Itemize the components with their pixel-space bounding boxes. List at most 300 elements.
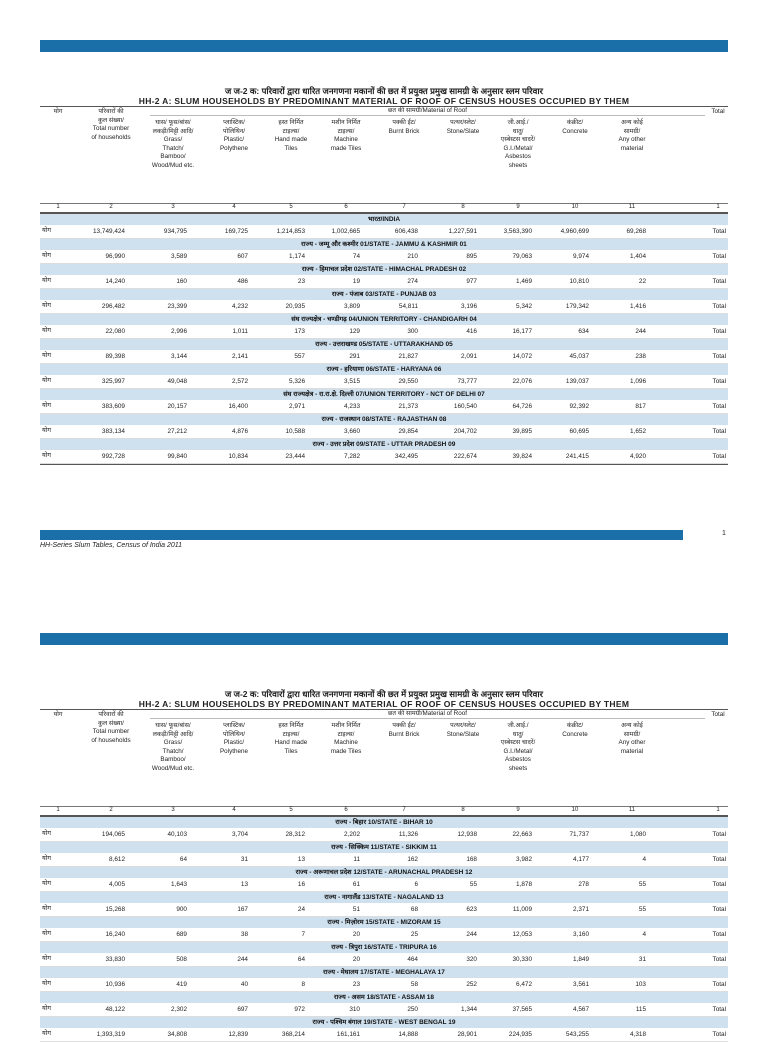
- row-total-label: Total: [712, 956, 726, 963]
- cell-value: 12,053: [512, 931, 532, 938]
- cell-value: 139,037: [565, 378, 589, 385]
- cell-value: 291: [349, 353, 360, 360]
- cell-value: 4,232: [232, 303, 248, 310]
- header-line: made Tiles: [330, 144, 362, 152]
- cell-value: 7: [301, 931, 305, 938]
- row-label: योग: [42, 955, 51, 962]
- header-line: घास/ फूस/बांस/: [155, 722, 191, 729]
- header-line: पत्थर/स्लेट/: [450, 722, 476, 729]
- cell-value: 3,589: [171, 253, 187, 260]
- column-number: 7: [402, 204, 406, 210]
- cell-value: 895: [466, 253, 477, 260]
- cell-value: 79,063: [512, 253, 532, 260]
- header-line: of households: [91, 736, 131, 744]
- cell-value: 10,936: [105, 981, 125, 988]
- cell-value: 16,240: [105, 931, 125, 938]
- header-line: लकड़ी/मिट्टी आदि/: [152, 127, 194, 135]
- column-numbers-2: [40, 806, 728, 817]
- roof-material-heading: छत की सामग्री/Material of Roof: [150, 107, 705, 116]
- table-row: [40, 300, 728, 314]
- column-header-2: [40, 709, 728, 806]
- cell-value: 4,960,699: [560, 228, 589, 235]
- header-c2: [81, 108, 141, 142]
- cell-value: 16: [297, 881, 305, 888]
- column-number: 11: [628, 807, 636, 813]
- row-total-label: Total: [712, 831, 726, 838]
- cell-value: 2,996: [171, 328, 187, 335]
- column-number: 11: [628, 204, 636, 210]
- cell-value: 115: [635, 1006, 646, 1013]
- cell-value: 160,540: [453, 403, 477, 410]
- header-line: Stone/Slate: [446, 730, 480, 738]
- region-band: राज्य - हरियाणा 06/STATE - HARYANA 06: [40, 364, 728, 375]
- header-c3: [143, 119, 203, 170]
- cell-value: 167: [237, 906, 248, 913]
- cell-value: 4: [642, 856, 646, 863]
- cell-value: 179,342: [565, 303, 589, 310]
- table-title-2: [40, 689, 728, 709]
- cell-value: 3,809: [344, 303, 360, 310]
- cell-value: 31: [240, 856, 248, 863]
- cell-value: 20: [352, 956, 360, 963]
- cell-value: 33,830: [105, 956, 125, 963]
- header-line: Stone/Slate: [446, 127, 480, 135]
- cell-value: 416: [466, 328, 477, 335]
- header-line: G.I./Metal/: [503, 144, 533, 152]
- header-line: material: [620, 144, 644, 152]
- header-line: Machine: [334, 136, 358, 143]
- cell-value: 3,982: [516, 856, 532, 863]
- header-line: Concrete: [562, 730, 588, 738]
- header-line: परिवारों की: [98, 711, 124, 718]
- footer-caption: HH-Series Slum Tables, Census of India 2011: [40, 542, 183, 549]
- column-number: 10: [571, 204, 579, 210]
- cell-value: 1,393,319: [96, 1031, 125, 1038]
- column-number: 10: [571, 807, 579, 813]
- cell-value: 1,404: [630, 253, 646, 260]
- header-c12-2: [700, 711, 736, 720]
- cell-value: 28,901: [457, 1031, 477, 1038]
- header-line: Asbestos: [505, 153, 531, 160]
- column-number: 9: [516, 204, 520, 210]
- header-line: Plastic/: [223, 739, 245, 746]
- cell-value: 623: [466, 906, 477, 913]
- row-total-label: Total: [712, 1006, 726, 1013]
- cell-value: 29,550: [398, 378, 418, 385]
- cell-value: 168: [466, 856, 477, 863]
- cell-value: 1,849: [573, 956, 589, 963]
- header-line: Total number: [92, 728, 130, 735]
- column-number: 5: [289, 204, 293, 210]
- cell-value: 934,795: [163, 228, 187, 235]
- cell-value: 697: [237, 1006, 248, 1013]
- cell-value: 68: [410, 906, 418, 913]
- region-band: राज्य - अरूणाचल प्रदेश 12/STATE - ARUNACHAL PRADESH 12: [40, 867, 728, 878]
- footer-bar: [40, 530, 683, 540]
- cell-value: 160: [176, 278, 187, 285]
- header-line: टाइल्स/: [337, 730, 355, 738]
- row-total-label: Total: [712, 353, 726, 360]
- cell-value: 486: [237, 278, 248, 285]
- cell-value: 28,312: [285, 831, 305, 838]
- cell-value: 9,974: [573, 253, 589, 260]
- header-line: लकड़ी/मिट्टी आदि/: [152, 730, 194, 738]
- region-band: राज्य - राजस्थान 08/STATE - RAJASTHAN 08: [40, 414, 728, 425]
- cell-value: 1,878: [516, 881, 532, 888]
- column-number: 2: [109, 204, 113, 210]
- cell-value: 8,612: [109, 856, 125, 863]
- header-line: एस्बेस्टस चादरें/: [500, 136, 536, 143]
- header-c8-2: [435, 722, 491, 739]
- column-number: 3: [171, 807, 175, 813]
- row-total-label: Total: [712, 403, 726, 410]
- region-band: राज्य - बिहार 10/STATE - BIHAR 10: [40, 817, 728, 828]
- cell-value: 2,371: [573, 906, 589, 913]
- cell-value: 73,777: [457, 378, 477, 385]
- header-line: G.I./Metal/: [503, 747, 533, 755]
- region-band: राज्य - मेघालय 17/STATE - MEGHALAYA 17: [40, 967, 728, 978]
- table-row: [40, 350, 728, 364]
- cell-value: 4,177: [573, 856, 589, 863]
- column-number: 4: [232, 807, 236, 813]
- cell-value: 3,515: [344, 378, 360, 385]
- row-total-label: Total: [712, 378, 726, 385]
- cell-value: 31: [638, 956, 646, 963]
- cell-value: 224,935: [508, 1031, 532, 1038]
- header-line: Total: [711, 711, 725, 718]
- row-total-label: Total: [712, 856, 726, 863]
- header-line: Bamboo/: [160, 153, 186, 160]
- cell-value: 5,342: [516, 303, 532, 310]
- cell-value: 3,561: [573, 981, 589, 988]
- title-hindi-2: ज ज-2 क: परिवारों द्वारा धारित जनगणना मकानों की छत में प्रयुक्त प्रमुख सामग्री के अनुसार स्लम परिवार: [224, 689, 544, 699]
- table-row: [40, 853, 728, 867]
- header-line: योग: [53, 711, 63, 718]
- cell-value: 23: [352, 981, 360, 988]
- cell-value: 2,141: [232, 353, 248, 360]
- cell-value: 383,134: [101, 428, 125, 435]
- header-line: सामग्री/: [623, 730, 641, 738]
- cell-value: 13: [297, 856, 305, 863]
- cell-value: 1,080: [630, 831, 646, 838]
- row-total-label: Total: [712, 428, 726, 435]
- cell-value: 1,096: [630, 378, 646, 385]
- header-c7-2: [376, 722, 432, 739]
- column-number: 7: [402, 807, 406, 813]
- header-line: Grass/: [163, 136, 183, 143]
- header-line: धातु/: [512, 127, 524, 135]
- header-line: Polythene: [219, 747, 248, 755]
- cell-value: 129: [349, 328, 360, 335]
- header-line: जी.आई./: [507, 119, 529, 126]
- header-line: टाइल्स/: [282, 127, 300, 135]
- header-line: Hand made: [274, 739, 308, 746]
- header-line: मशीन निर्मित: [331, 119, 361, 126]
- cell-value: 11,326: [398, 831, 418, 838]
- cell-value: 14,240: [105, 278, 125, 285]
- header-line: धातु/: [512, 730, 524, 738]
- header-bar: [40, 40, 728, 52]
- cell-value: 325,997: [101, 378, 125, 385]
- cell-value: 37,565: [512, 1006, 532, 1013]
- cell-value: 89,398: [105, 353, 125, 360]
- region-band: राज्य - उत्तराखण्ड 05/STATE - UTTARAKHAND 05: [40, 339, 728, 350]
- row-label: योग: [42, 855, 51, 862]
- region-band: राज्य - सिक्किम 11/STATE - SIKKIM 11: [40, 842, 728, 853]
- cell-value: 23,444: [285, 453, 305, 460]
- column-number: 8: [461, 204, 465, 210]
- cell-value: 3,144: [171, 353, 187, 360]
- header-line: of households: [91, 133, 131, 141]
- row-label: योग: [42, 277, 51, 284]
- cell-value: 1,174: [289, 253, 305, 260]
- region-band: राज्य - त्रिपुरा 16/STATE - TRIPURA 16: [40, 942, 728, 953]
- cell-value: 241,415: [565, 453, 589, 460]
- header-line: Any other: [618, 739, 646, 746]
- row-label: योग: [42, 905, 51, 912]
- cell-value: 22: [638, 278, 646, 285]
- header-c9: [490, 119, 546, 170]
- cell-value: 16,400: [228, 403, 248, 410]
- column-numbers: [40, 203, 728, 214]
- header-c8: [435, 119, 491, 136]
- table-sheet-2: [40, 689, 728, 1042]
- cell-value: 6: [414, 881, 418, 888]
- header-c5-2: [265, 722, 317, 756]
- cell-value: 296,482: [101, 303, 125, 310]
- cell-value: 13,749,424: [93, 228, 125, 235]
- header-line: Polythene: [219, 144, 248, 152]
- cell-value: 2,302: [171, 1006, 187, 1013]
- cell-value: 3,563,390: [503, 228, 532, 235]
- header-line: पक्की ईंट/: [392, 722, 416, 729]
- table-row: [40, 903, 728, 917]
- cell-value: 74: [352, 253, 360, 260]
- cell-value: 3,660: [344, 428, 360, 435]
- cell-value: 900: [176, 906, 187, 913]
- cell-value: 1,002,665: [331, 228, 360, 235]
- table-body-2: [40, 817, 728, 1042]
- table-row: [40, 928, 728, 942]
- row-label: योग: [42, 252, 51, 259]
- header-line: Tiles: [284, 747, 298, 755]
- cell-value: 8: [301, 981, 305, 988]
- cell-value: 20,935: [285, 303, 305, 310]
- cell-value: 12,938: [457, 831, 477, 838]
- row-label: योग: [42, 930, 51, 937]
- header-c5: [265, 119, 317, 153]
- cell-value: 69,268: [626, 228, 646, 235]
- header-line: कुल संख्या/: [98, 116, 124, 124]
- table-sheet-1: [40, 86, 728, 465]
- cell-value: 55: [638, 881, 646, 888]
- header-line: Tiles: [284, 144, 298, 152]
- cell-value: 64: [297, 956, 305, 963]
- cell-value: 10,588: [285, 428, 305, 435]
- cell-value: 27,212: [167, 428, 187, 435]
- header-c2-2: [81, 711, 141, 745]
- header-line: कंक्रीट/: [566, 119, 584, 126]
- cell-value: 22,076: [512, 378, 532, 385]
- header-line: material: [620, 747, 644, 755]
- cell-value: 4,318: [630, 1031, 646, 1038]
- cell-value: 25: [410, 931, 418, 938]
- region-band: राज्य - असम 18/STATE - ASSAM 18: [40, 992, 728, 1003]
- region-band: राज्य - पश्चिम बंगाल 19/STATE - WEST BENGAL 19: [40, 1017, 728, 1028]
- cell-value: 12,839: [228, 1031, 248, 1038]
- cell-value: 169,725: [224, 228, 248, 235]
- header-line: अन्य कोई: [621, 722, 643, 729]
- cell-value: 3,196: [461, 303, 477, 310]
- cell-value: 21,373: [398, 403, 418, 410]
- column-number: 8: [461, 807, 465, 813]
- header-line: टाइल्स/: [337, 127, 355, 135]
- cell-value: 368,214: [281, 1031, 305, 1038]
- cell-value: 7,282: [344, 453, 360, 460]
- cell-value: 508: [176, 956, 187, 963]
- table-row: [40, 1003, 728, 1017]
- row-total-label: Total: [712, 303, 726, 310]
- header-line: Machine: [334, 739, 358, 746]
- cell-value: 22,663: [512, 831, 532, 838]
- cell-value: 2,572: [232, 378, 248, 385]
- cell-value: 23: [297, 278, 305, 285]
- cell-value: 607: [237, 253, 248, 260]
- header-c6-2: [319, 722, 373, 756]
- header-line: Hand made: [274, 136, 308, 143]
- page-number: 1: [722, 530, 726, 537]
- table-end-rule: [40, 464, 728, 465]
- cell-value: 300: [407, 328, 418, 335]
- table-row: [40, 275, 728, 289]
- header-line: एस्बेस्टस चादरें/: [500, 739, 536, 746]
- cell-value: 222,674: [453, 453, 477, 460]
- cell-value: 64: [179, 856, 187, 863]
- header-line: Burnt Brick: [388, 127, 420, 135]
- cell-value: 383,609: [101, 403, 125, 410]
- header-c9-2: [490, 722, 546, 773]
- cell-value: 34,808: [167, 1031, 187, 1038]
- cell-value: 310: [349, 1006, 360, 1013]
- row-label: योग: [42, 1030, 51, 1037]
- cell-value: 689: [176, 931, 187, 938]
- cell-value: 39,824: [512, 453, 532, 460]
- region-band: संघ राज्यक्षेत्र - रा.रा.क्षे. दिल्ली 07/UNION TERRITORY - NCT OF DELHI 07: [40, 389, 728, 400]
- region-band: राज्य - जम्मू और कश्मीर 01/STATE - JAMMU & KASHMIR 01: [40, 239, 728, 250]
- cell-value: 14,888: [398, 1031, 418, 1038]
- row-label: योग: [42, 327, 51, 334]
- column-number: 1: [716, 204, 720, 210]
- header-line: Grass/: [163, 739, 183, 746]
- header-line: घास/ फूस/बांस/: [155, 119, 191, 126]
- cell-value: 4: [642, 931, 646, 938]
- cell-value: 1,227,591: [448, 228, 477, 235]
- cell-value: 817: [635, 403, 646, 410]
- cell-value: 96,990: [105, 253, 125, 260]
- table-row: [40, 978, 728, 992]
- header-line: Total: [711, 108, 725, 115]
- roof-material-heading-2: छत की सामग्री/Material of Roof: [150, 710, 705, 719]
- cell-value: 1,643: [171, 881, 187, 888]
- table-row: [40, 250, 728, 264]
- title-english-2: HH-2 A: SLUM HOUSEHOLDS BY PREDOMINANT MATERIAL OF ROOF OF CENSUS HOUSES OCCUPIED BY THEM: [138, 699, 630, 709]
- cell-value: 14,072: [512, 353, 532, 360]
- row-total-label: Total: [712, 931, 726, 938]
- table-title: [40, 86, 728, 106]
- header-line: अन्य कोई: [621, 119, 643, 126]
- header-c11-2: [605, 722, 659, 756]
- cell-value: 20: [352, 931, 360, 938]
- cell-value: 55: [469, 881, 477, 888]
- header-line: टाइल्स/: [282, 730, 300, 738]
- cell-value: 1,652: [630, 428, 646, 435]
- cell-value: 2,971: [289, 403, 305, 410]
- header-line: Wood/Mud etc.: [151, 764, 195, 772]
- header-line: पोलिथिन/: [222, 127, 245, 135]
- cell-value: 19: [352, 278, 360, 285]
- column-number: 6: [344, 204, 348, 210]
- cell-value: 55: [638, 906, 646, 913]
- cell-value: 173: [294, 328, 305, 335]
- header-c3-2: [143, 722, 203, 773]
- table-row: [40, 425, 728, 439]
- row-total-label: Total: [712, 328, 726, 335]
- cell-value: 194,065: [101, 831, 125, 838]
- cell-value: 244: [237, 956, 248, 963]
- header-line: मशीन निर्मित: [331, 722, 361, 729]
- cell-value: 38: [240, 931, 248, 938]
- table-row: [40, 450, 728, 464]
- cell-value: 40: [240, 981, 248, 988]
- row-label: योग: [42, 377, 51, 384]
- row-total-label: Total: [712, 906, 726, 913]
- column-number: 1: [56, 204, 60, 210]
- header-c1-2: [40, 711, 76, 720]
- header-line: हस्त निर्मित: [278, 722, 304, 729]
- cell-value: 2,202: [344, 831, 360, 838]
- cell-value: 3,704: [232, 831, 248, 838]
- cell-value: 634: [578, 328, 589, 335]
- column-number: 1: [716, 807, 720, 813]
- cell-value: 10,834: [228, 453, 248, 460]
- header-line: Wood/Mud etc.: [151, 161, 195, 169]
- cell-value: 464: [407, 956, 418, 963]
- cell-value: 2,091: [461, 353, 477, 360]
- row-label: योग: [42, 980, 51, 987]
- region-band: भारत/INDIA: [40, 214, 728, 225]
- row-total-label: Total: [712, 453, 726, 460]
- cell-value: 543,255: [565, 1031, 589, 1038]
- cell-value: 48,122: [105, 1006, 125, 1013]
- header-line: Plastic/: [223, 136, 245, 143]
- header-line: Thatch/: [162, 144, 184, 152]
- cell-value: 45,037: [569, 353, 589, 360]
- table-row: [40, 1028, 728, 1042]
- row-label: योग: [42, 227, 51, 234]
- cell-value: 30,330: [512, 956, 532, 963]
- region-band: संघ राज्यक्षेत्र - चण्डीगढ़ 04/UNION TERRITORY - CHANDIGARH 04: [40, 314, 728, 325]
- header-line: Thatch/: [162, 747, 184, 755]
- row-total-label: Total: [712, 881, 726, 888]
- header-c1: [40, 108, 76, 117]
- header-line: पत्थर/स्लेट/: [450, 119, 476, 126]
- header-line: Concrete: [562, 127, 588, 135]
- cell-value: 992,728: [101, 453, 125, 460]
- row-total-label: Total: [712, 253, 726, 260]
- cell-value: 71,737: [569, 831, 589, 838]
- cell-value: 54,811: [398, 303, 418, 310]
- cell-value: 4,233: [344, 403, 360, 410]
